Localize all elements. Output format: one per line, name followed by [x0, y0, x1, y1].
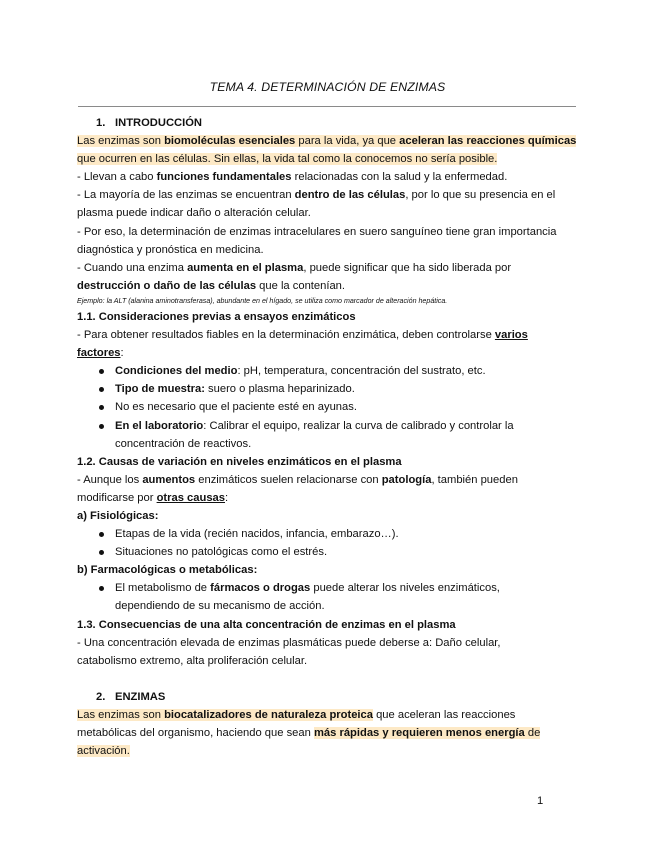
document-body	[77, 114, 582, 760]
list-item-continuation: concentración de reactivos.	[115, 437, 252, 450]
example-note: Ejemplo: la ALT (alanina aminotransferasa), abundante en el hígado, se utiliza como marcador de alteración hepática.	[77, 296, 448, 305]
document-title: TEMA 4. DETERMINACIÓN DE ENZIMAS	[209, 80, 446, 94]
bullet-icon	[99, 424, 104, 429]
list-item: Tipo de muestra: suero o plasma heparinizado.	[77, 380, 582, 398]
paragraph-factors-2: factores:	[77, 347, 124, 360]
bullet-icon	[99, 405, 104, 410]
list-item-continuation: dependiendo de su mecanismo de acción.	[115, 600, 325, 613]
paragraph-factors-1: - Para obtener resultados fiables en la determinación enzimática, deben controlarse varios	[77, 329, 528, 342]
paragraph-consequences-2: catabolismo extremo, alta proliferación celular.	[77, 654, 308, 667]
enzimas-line-3: activación.	[77, 745, 130, 758]
list-item: El metabolismo de fármacos o drogas puede alterar los niveles enzimáticos,	[77, 579, 582, 597]
paragraph-causes-2: modificarse por otras causas:	[77, 491, 229, 504]
subsection-heading-1-3: 1.3. Consecuencias de una alta concentración de enzimas en el plasma	[77, 618, 456, 631]
page-number: 1	[537, 795, 544, 807]
paragraph-functions: - Llevan a cabo funciones fundamentales relacionadas con la salud y la enfermedad.	[77, 171, 508, 184]
section-heading-introduccion: 1. INTRODUCCIÓN	[96, 117, 203, 129]
bullet-icon	[99, 550, 104, 555]
list-item: En el laboratorio: Calibrar el equipo, realizar la curva de calibrado y controlar la	[77, 417, 582, 435]
paragraph-location-1: - La mayoría de las enzimas se encuentran dentro de las células, por lo que su presencia en el	[77, 189, 556, 202]
paragraph-causes-1: - Aunque los aumentos enzimáticos suelen relacionarse con patología, también pueden	[77, 473, 518, 486]
paragraph-increase-2: destrucción o daño de las células que la contenían.	[77, 279, 346, 292]
enzimas-line-2: metabólicas del organismo, haciendo que sean más rápidas y requieren menos energía de	[77, 727, 541, 739]
intro-line-1: Las enzimas son biomoléculas esenciales para la vida, ya que aceleran las reacciones químicas	[77, 135, 577, 148]
subsection-heading-1-2: 1.2. Causas de variación en niveles enzimáticos en el plasma	[77, 455, 402, 468]
paragraph-location-2: plasma puede indicar daño o alteración celular.	[77, 207, 311, 220]
label-farmacologicas: b) Farmacológicas o metabólicas:	[77, 564, 258, 577]
list-item: Condiciones del medio: pH, temperatura, concentración del sustrato, etc.	[77, 362, 582, 380]
bullet-icon	[99, 387, 104, 392]
list-item: No es necesario que el paciente esté en ayunas.	[77, 398, 582, 416]
list-item: Situaciones no patológicas como el estrés.	[77, 543, 582, 561]
paragraph-importance-2: diagnóstica y pronóstica en medicina.	[77, 243, 264, 256]
bullet-icon	[99, 369, 104, 374]
section-heading-enzimas: 2. ENZIMAS	[96, 690, 166, 703]
paragraph-importance-1: - Por eso, la determinación de enzimas intracelulares en suero sanguíneo tiene gran importancia	[77, 225, 557, 238]
paragraph-increase-1: - Cuando una enzima aumenta en el plasma, puede significar que ha sido liberada por	[77, 261, 512, 274]
subsection-heading-1-1: 1.1. Consideraciones previas a ensayos enzimáticos	[77, 310, 356, 323]
bullet-icon	[99, 532, 104, 537]
paragraph-consequences-1: - Una concentración elevada de enzimas plasmáticas puede deberse a: Daño celular,	[77, 636, 501, 649]
bullet-icon	[99, 586, 104, 591]
list-item: Etapas de la vida (recién nacidos, infancia, embarazo…).	[77, 525, 582, 543]
enzimas-line-1: Las enzimas son biocatalizadores de naturaleza proteica que aceleran las reacciones	[77, 708, 516, 721]
label-fisiologicas: a) Fisiológicas:	[77, 509, 159, 522]
title-divider	[78, 106, 576, 107]
intro-line-2: que ocurren en las células. Sin ellas, la vida tal como la conocemos no sería posible.	[77, 153, 498, 166]
